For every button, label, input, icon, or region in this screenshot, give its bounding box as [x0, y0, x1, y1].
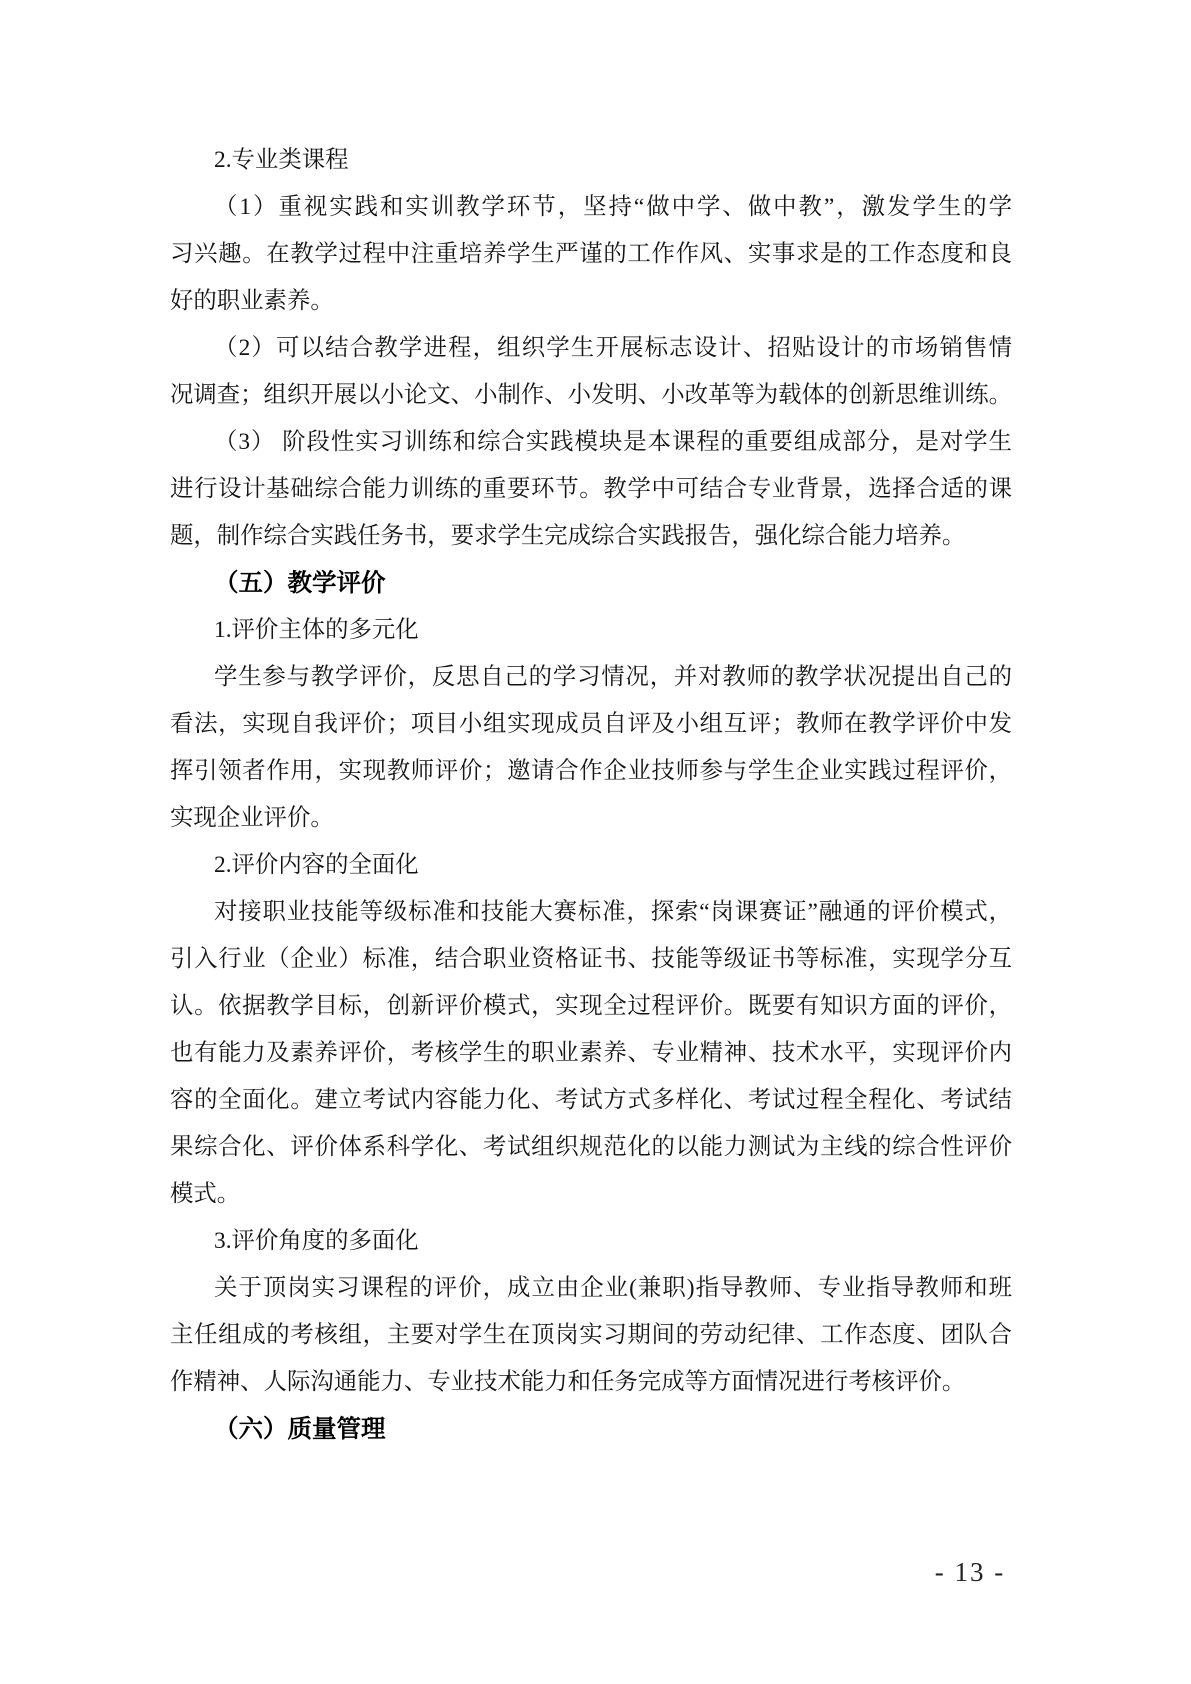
text-line: 主任组成的考核组，主要对学生在顶岗实习期间的劳动纪律、工作态度、团队合	[170, 1322, 1012, 1348]
text-line: （3） 阶段性实习训练和综合实践模块是本课程的重要组成部分，是对学生	[214, 429, 1012, 455]
text-line: 容的全面化。建立考试内容能力化、考试方式多样化、考试过程全程化、考试结	[170, 1087, 1012, 1113]
text-line: 题，制作综合实践任务书，要求学生完成综合实践报告，强化综合能力培养。	[170, 523, 966, 549]
text-line: 引入行业（企业）标准，结合职业资格证书、技能等级证书等标准，实现学分互	[170, 946, 1012, 972]
text-line: 2.专业类课程	[214, 147, 349, 173]
text-line: （2）可以结合教学进程，组织学生开展标志设计、招贴设计的市场销售情	[214, 335, 1012, 361]
text-line: 也有能力及素养评价，考核学生的职业素养、专业精神、技术水平，实现评价内	[170, 1040, 1012, 1066]
text-line: 好的职业素养。	[170, 288, 334, 314]
text-line: 关于顶岗实习课程的评价，成立由企业(兼职)指导教师、专业指导教师和班	[214, 1275, 1012, 1301]
text-line: 作精神、人际沟通能力、专业技术能力和任务完成等方面情况进行考核评价。	[170, 1369, 966, 1395]
section-heading: （五）教学评价	[214, 570, 386, 597]
text-line: 挥引领者作用，实现教师评价；邀请合作企业技师参与学生企业实践过程评价，	[170, 758, 1012, 784]
text-line: 模式。	[170, 1181, 241, 1207]
text-line: （1）重视实践和实训教学环节，坚持“做中学、做中教”，激发学生的学	[214, 194, 1012, 220]
text-line: 学生参与教学评价，反思自己的学习情况，并对教师的教学状况提出自己的	[214, 664, 1012, 690]
text-line: 实现企业评价。	[170, 805, 334, 831]
text-line: 对接职业技能等级标准和技能大赛标准，探索“岗课赛证”融通的评价模式，	[214, 899, 1012, 925]
text-line: 3.评价角度的多面化	[214, 1228, 419, 1254]
document-body	[170, 137, 1012, 1453]
section-heading: （六）质量管理	[214, 1416, 386, 1443]
text-line: 习兴趣。在教学过程中注重培养学生严谨的工作作风、实事求是的工作态度和良	[170, 241, 1012, 267]
text-line: 1.评价主体的多元化	[214, 617, 419, 643]
text-line: 2.评价内容的全面化	[214, 852, 419, 878]
text-line: 认。依据教学目标，创新评价模式，实现全过程评价。既要有知识方面的评价，	[170, 993, 1012, 1019]
text-line: 况调查；组织开展以小论文、小制作、小发明、小改革等为载体的创新思维训练。	[170, 382, 1013, 408]
text-line: 看法，实现自我评价；项目小组实现成员自评及小组互评；教师在教学评价中发	[170, 711, 1012, 737]
text-line: 果综合化、评价体系科学化、考试组织规范化的以能力测试为主线的综合性评价	[170, 1134, 1012, 1160]
page-number: - 13 -	[934, 1557, 1006, 1587]
text-line: 进行设计基础综合能力训练的重要环节。教学中可结合专业背景，选择合适的课	[170, 476, 1012, 502]
